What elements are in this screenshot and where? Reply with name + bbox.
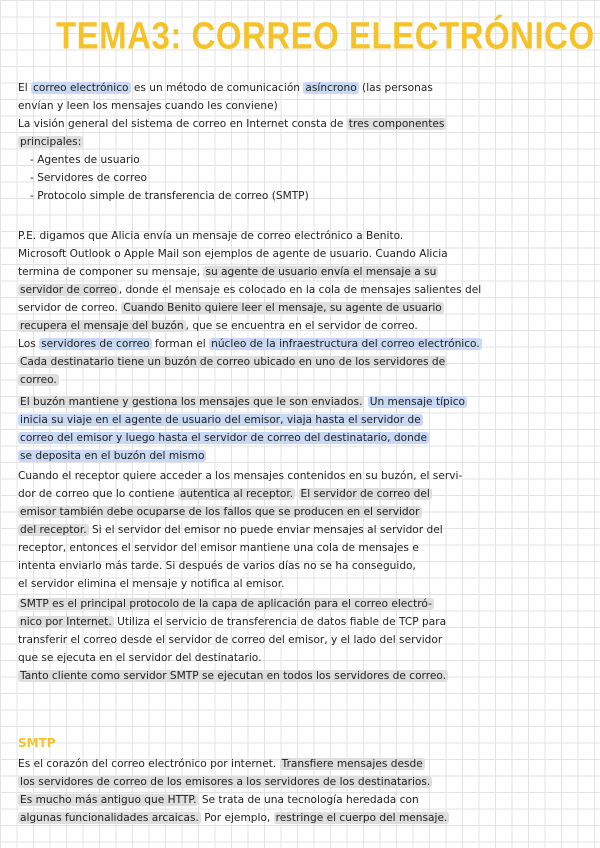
para1-line-8: Cada destinatario tiene un buzón de correo ubicado en uno de los servidores de	[20, 356, 446, 368]
para2-line-1: El buzón mantiene y gestiona los mensajes que le son enviados. Un mensaje típico	[20, 396, 466, 408]
para2-line-11: el servidor elimina el mensaje y notifica al emisor.	[18, 578, 285, 590]
highlight-asincrono: asíncrono	[305, 82, 357, 94]
bullet-smtp: - Protocolo simple de transferencia de correo (SMTP)	[30, 190, 309, 202]
intro-line-4	[18, 134, 596, 150]
intro-line-2: envían y leen los mensajes cuando les conviene)	[18, 100, 278, 112]
para2-line-9: receptor, entonces el servidor del emisor mantiene una cola de mensajes e	[18, 542, 419, 554]
para1-line-7: Los servidores de correo forman el núcleo de la infraestructura del correo electrónico.	[18, 338, 480, 350]
highlight-principales: principales:	[20, 136, 82, 148]
para3-line-2: nico por Internet. Utiliza el servicio de transferencia de datos fiable de TCP para	[20, 616, 447, 628]
para4-line-2: los servidores de correo de los emisores a los servidores de los destinatarios.	[20, 776, 431, 788]
para1-line-2: Microsoft Outlook o Apple Mail son ejemplos de agente de usuario. Cuando Alicia	[18, 248, 448, 260]
para1-line-1: P.E. digamos que Alicia envía un mensaje de correo electrónico a Benito.	[18, 230, 404, 242]
para1-line-5: servidor de correo. Cuando Benito quiere leer el mensaje, su agente de usuario	[18, 302, 442, 314]
para4-line-3: Es mucho más antiguo que HTTP. Se trata de una tecnología heredada con	[20, 794, 419, 806]
para3-line-3: transferir el correo desde el servidor de correo del emisor, y el lado del servidor	[18, 634, 443, 646]
para3-line-4: que se ejecuta en el servidor del destinatario.	[18, 652, 262, 664]
highlight-correo-electronico: correo electrónico	[33, 82, 129, 94]
intro-line-1: El correo electrónico es un método de comunicación asíncrono (las personas	[18, 82, 433, 94]
para3-line-5: Tanto cliente como servidor SMTP se ejecutan en todos los servidores de correo.	[20, 670, 447, 682]
para2-line-8: del receptor. Si el servidor del emisor no puede enviar mensajes al servidor del	[20, 524, 443, 536]
para2-line-4: se deposita en el buzón del mismo	[20, 450, 205, 462]
para4-line-4: algunas funcionalidades arcaicas. Por ejemplo, restringe el cuerpo del mensaje.	[20, 812, 448, 824]
highlight-tres-componentes: tres componentes	[348, 118, 445, 130]
page-title: TEMA3: CORREO ELECTRÓNICO	[56, 14, 595, 57]
bullet-servidores: - Servidores de correo	[30, 172, 147, 184]
para2-line-6: dor de correo que lo contiene autentica al receptor. El servidor de correo del	[18, 488, 430, 500]
para2-line-5: Cuando el receptor quiere acceder a los mensajes contenidos en su buzón, el servi-	[18, 470, 463, 482]
para1-line-9: correo.	[20, 374, 57, 386]
para1-line-6: recupera el mensaje del buzón , que se encuentra en el servidor de correo.	[20, 320, 418, 332]
bullet-agentes: - Agentes de usuario	[30, 154, 140, 166]
para2-line-3: correo del emisor y luego hasta el servidor de correo del destinatario, donde	[20, 432, 428, 444]
para2-line-10: intenta enviarlo más tarde. Si después de varios días no se ha conseguido,	[18, 560, 416, 572]
para4-line-1: Es el corazón del correo electrónico por internet. Transfiere mensajes desde	[18, 758, 423, 770]
para1-line-3: termina de componer su mensaje, su agente de usuario envía el mensaje a su	[18, 266, 437, 278]
para2-line-2: inicia su viaje en el agente de usuario del emisor, viaja hasta el servidor de	[20, 414, 421, 426]
section-heading-smtp: SMTP	[18, 736, 56, 750]
intro-line-3: La visión general del sistema de correo en Internet consta de tres componentes	[18, 118, 445, 130]
para3-line-1: SMTP es el principal protocolo de la capa de aplicación para el correo electró-	[20, 598, 432, 610]
para2-line-7: emisor también debe ocuparse de los fallos que se producen en el servidor	[20, 506, 420, 518]
para1-line-4: servidor de correo , donde el mensaje es colocado en la cola de mensajes salientes del	[20, 284, 482, 296]
